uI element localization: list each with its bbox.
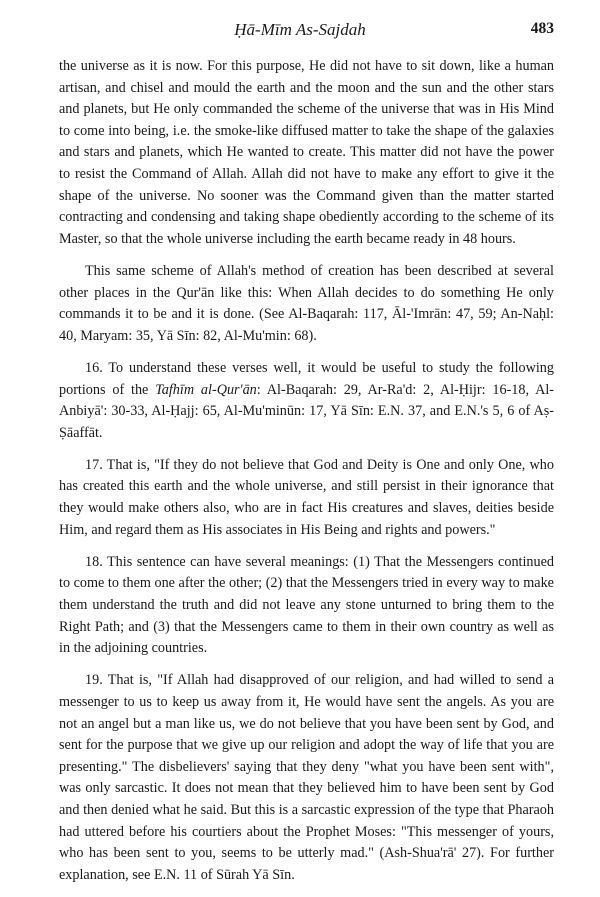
tafhim-title: Tafhīm al-Qur'ān: [155, 381, 257, 398]
footnote-16: [59, 358, 554, 444]
footnote-16-text-after: : Al-Baqarah: 29, Ar-Ra'd: 2, Al-Ḥijr: 16-18, Al-Anbiyā': 30-33, Al-Ḥajj: 65, Al-Mu'minūn: 17, Yā Sīn: E.N. 37, and E.N.'s 5, 6 of Aṣ-Ṣāaffāt.: [59, 381, 554, 441]
footnote-18: 18. This sentence can have several meanings: (1) That the Messengers continued to come to them one after the other; (2) that the Messengers tried in every way to make them understand the truth and did not leave any stone unturned to bring them to the Right Path; and (3) that the Messengers came to them in their own country as well as in the adjoining countries.: [59, 553, 554, 657]
paragraph-continuation: the universe as it is now. For this purpose, He did not have to sit down, like a human artisan, and chisel and mould the earth and the moon and the sun and the other stars and planets, but He only commanded the scheme of the universe that was in His Mind to come into being, i.e. the smoke-like diffused matter to take the shape of the galaxies and stars and planets, which He wanted to create. This matter did not have the power to resist the Command of Allah. Allah did not have to make any effort to give it the shape of the universe. No sooner was the Command given than the matter started contracting and condensing and taking shape obediently according to the scheme of its Master, so that the whole universe including the earth became ready in 48 hours.: [59, 58, 554, 247]
page-number: 483: [530, 20, 554, 37]
footnote-16-text-before: 16. To understand these verses well, it would be useful to study the following portions of the: [59, 359, 554, 398]
paragraph-creation-scheme: This same scheme of Allah's method of creation has been described at several other places in the Qur'ān like this: When Allah decides to do something He only commands it to be and it is done. (See Al-Baqarah: 117, Āl-'Imrān: 47, 59; An-Naḥl: 40, Maryam: 35, Yā Sīn: 82, Al-Mu'min: 68).: [59, 262, 554, 344]
footnote-19: 19. That is, "If Allah had disapproved of our religion, and had willed to send a messenger to us to keep us away from it, He would have sent the angels. As you are not an angel but a man like us, we do not believe that you have been sent by God, and sent for the purpose that we give up our religion and adopt the way of life that you are presenting." The disbelievers' saying that they deny "what you have been sent with", was only sarcastic. It does not mean that they believed him to have been sent by God and then denied what he said. But this is a sarcastic expression of the type that Pharaoh had uttered before his courtiers about the Prophet Moses: "This messenger of yours, who has been sent to you, seems to be utterly mad." (Ash-Shua'rā' 27). For further explanation, see E.N. 11 of Sūrah Yā Sīn.: [59, 672, 554, 883]
running-title: Ḥā-Mīm As-Sajdah: [234, 20, 366, 39]
page-body: [59, 56, 554, 897]
footnote-17: 17. That is, "If they do not believe that God and Deity is One and only One, who has created this earth and the whole universe, and still persist in their ignorance that they would make others also, who are in fact His creatures and slaves, deities beside Him, and regard them as His associates in His Being and rights and powers.": [59, 456, 554, 538]
